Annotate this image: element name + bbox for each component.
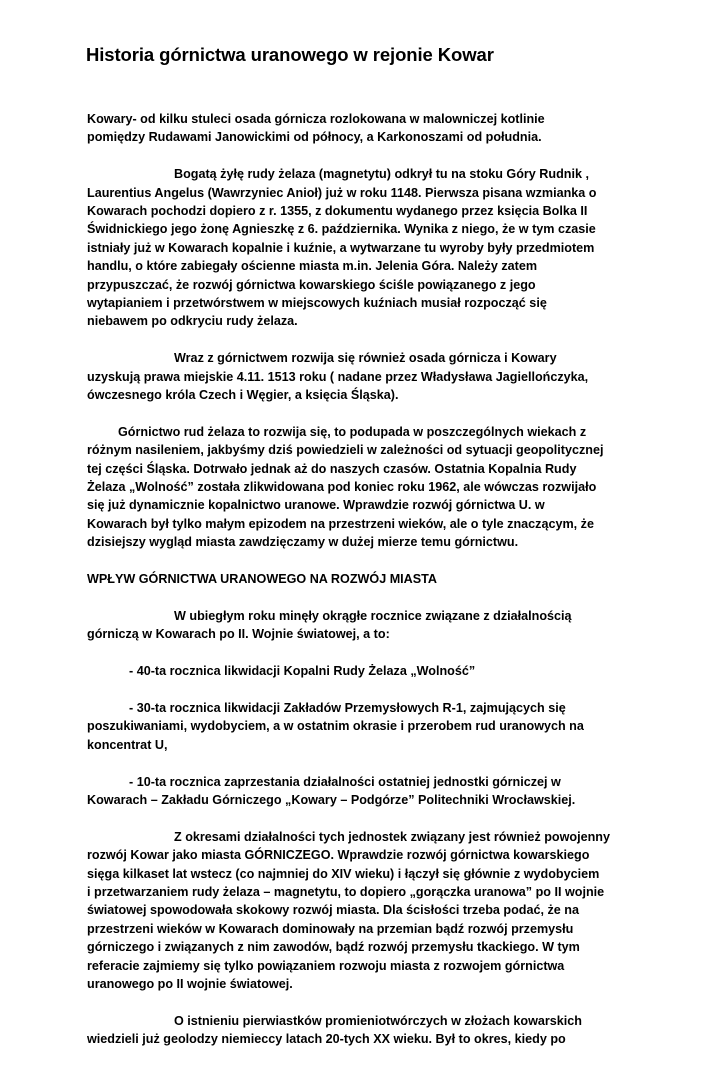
text-line: uzyskują prawa miejskie 4.11. 1513 roku ( nadane przez Władysława Jagiellończyka, — [87, 369, 589, 384]
text-line: niebawem po odkryciu rudy żelaza. — [87, 314, 298, 329]
text-line: ówczesnego króla Czech i Węgier, a księcia Śląska). — [87, 388, 399, 403]
text-line: W ubiegłym roku minęły okrągłe rocznice związane z działalnością — [174, 608, 572, 623]
text-line: i przetwarzaniem rudy żelaza – magnetytu, to dopiero „gorączka uranowa” po II wojnie — [87, 884, 605, 899]
text-line: Świdnickiego jego żonę Agnieszkę z 6. października. Wynika z niego, że w tym czasie — [87, 222, 596, 237]
paragraph-anniversaries — [87, 607, 647, 644]
text-line: przestrzeni wieków w Kowarach dominowały na przemian bądź rozwój przemysłu — [87, 921, 574, 936]
text-line: - 40-ta rocznica likwidacji Kopalni Rudy Żelaza „Wolność” — [129, 664, 476, 679]
text-line: Z okresami działalności tych jednostek związany jest również powojenny — [174, 829, 611, 844]
text-line: tej części Śląska. Dotrwało jednak aż do naszych czasów. Ostatnia Kopalnia Rudy — [87, 461, 577, 476]
text-line: WPŁYW GÓRNICTWA URANOWEGO NA ROZWÓJ MIASTA — [87, 572, 438, 587]
text-line: handlu, o które zabiegały ościenne miasta m.in. Jelenia Góra. Należy zatem — [87, 259, 538, 274]
text-line: - 30-ta rocznica likwidacji Zakładów Przemysłowych R-1, zajmujących się — [129, 700, 566, 715]
text-line: Kowarach był tylko małym epizodem na przestrzeni wieków, ale o tyle znaczącym, że — [87, 516, 594, 531]
text-line: Żelaza „Wolność” została zlikwidowana pod koniec roku 1962, ale wówczas rozwijało — [87, 480, 597, 495]
text-line: uranowego po II wojnie światowej. — [87, 976, 293, 991]
text-line: Kowary- od kilku stuleci osada górnicza rozlokowana w malowniczej kotlinie — [87, 112, 545, 126]
text-line: Laurentius Angelus (Wawrzyniec Anioł) już w roku 1148. Pierwsza pisana wzmianka o — [87, 185, 597, 200]
text-line: Kowarach pochodzi dopiero z r. 1355, z dokumentu wydanego przez księcia Bolka II — [87, 204, 588, 219]
text-line: poszukiwaniami, wydobyciem, a w ostatnim okrasie i przerobem rud uranowych na — [87, 719, 584, 734]
paragraph-mining-history — [87, 423, 647, 552]
text-line: Wraz z górnictwem rozwija się również osada górnicza i Kowary — [174, 351, 557, 366]
text-line: referacie zajmiemy się tylko powiązaniem rozwoju miasta z rozwojem górnictwa — [87, 958, 565, 973]
text-line: istniały już w Kowarach kopalnie i kuźnie, a wytwarzane tu wyroby były przedmiotem — [87, 240, 595, 255]
text-line: sięga kilkaset lat wstecz (co najmniej do XIV wieku) i łączył się głównie z wydobyciem — [87, 866, 600, 881]
text-line: koncentrat U, — [87, 737, 168, 752]
paragraph-postwar-development — [87, 828, 647, 994]
text-line: Bogatą żyłę rudy żelaza (magnetytu) odkrył tu na stoku Góry Rudnik , — [174, 167, 589, 182]
text-line: rozwój Kowar jako miasta GÓRNICZEGO. Wprawdzie rozwój górnictwa kowarskiego — [87, 848, 590, 863]
text-line: wiedzieli już geolodzy niemieccy latach 20-tych XX wieku. Był to okres, kiedy po — [87, 1032, 566, 1047]
list-item-r1 — [87, 699, 647, 754]
text-line: Górnictwo rud żelaza to rozwija się, to podupada w poszczególnych wiekach z — [118, 424, 587, 439]
text-line: górniczą w Kowarach po II. Wojnie światowej, a to: — [87, 627, 390, 642]
text-line: się już dynamicznie kopalnictwo uranowe. Wprawdzie rozwój górnictwa U. w — [87, 498, 545, 513]
paragraph-town-rights — [87, 349, 647, 404]
text-line: pomiędzy Rudawami Janowickimi od północy, a Karkonoszami od południa. — [87, 130, 542, 145]
list-item-podgorze — [87, 773, 647, 810]
paragraph-intro — [87, 110, 647, 147]
text-line: Kowarach – Zakładu Górniczego „Kowary – Podgórze” Politechniki Wrocławskiej. — [87, 792, 576, 807]
text-line: różnym nasileniem, jakbyśmy dziś powiedzieli w zależności od sytuacji geopolitycznej — [87, 443, 604, 458]
document-body — [87, 110, 647, 1067]
text-line: górniczego i związanych z nim zawodów, bądź rozwój przemysłu tkackiego. W tym — [87, 940, 580, 955]
text-line: światowej spowodowała skokowy rozwój miasta. Dla ścisłości trzeba podać, że na — [87, 903, 580, 918]
paragraph-radioactive-elements — [87, 1012, 647, 1049]
text-line: przypuszczać, że rozwój górnictwa kowarskiego ściśle powiązanego z jego — [87, 277, 536, 292]
text-line: O istnieniu pierwiastków promieniotwórczych w złożach kowarskich — [174, 1013, 582, 1028]
list-item-wolnosc — [87, 662, 647, 680]
section-heading — [87, 570, 647, 588]
document-title: Historia górnictwa uranowego w rejonie Kowar — [86, 44, 494, 65]
text-line: dzisiejszy wygląd miasta zawdzięczamy w dużej mierze temu górnictwu. — [87, 535, 519, 550]
text-line: - 10-ta rocznica zaprzestania działalności ostatniej jednostki górniczej w — [129, 774, 561, 789]
paragraph-iron-ore — [87, 165, 647, 331]
text-line: wytapianiem i przetwórstwem w miejscowych kuźniach musiał rozpocząć się — [87, 296, 547, 311]
